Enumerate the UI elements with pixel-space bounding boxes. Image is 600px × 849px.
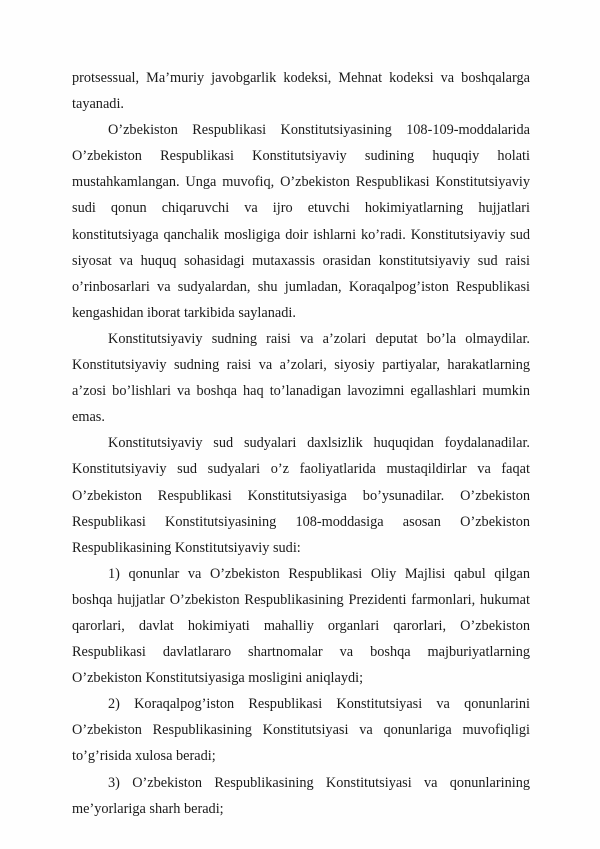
paragraph-list-item-3: 3) O’zbekiston Respublikasining Konstitutsiyasi va qonunlarining me’yorlariga sharh beradi; — [72, 774, 530, 817]
paragraph-constitutional-court-status: O’zbekiston Respublikasi Konstitutsiyasining 108-109-moddalarida O’zbekiston Respublikasi Konstitutsiyaviy sudining huquqiy holati mustahkamlangan. Unga muvofiq, O’zbekiston Respublikasi Konstitutsiyaviy sudi qonun chiqaruvchi va ijro etuvchi hokimiyatlarning hujjatlari konstitutsiyaga qanchalik mosligiga doir ishlarni ko’radi. Konstitutsiyaviy sud siyosat va huquq sohasidagi mutaxassis orasidan konstitutsiyaviy sud raisi o’rinbosarlari va sudyalardan, shu jumladan, Koraqalpog’iston Respublikasi kengashidan iborat tarkibida saylanadi. — [72, 122, 530, 321]
paragraph-list-item-1: 1) qonunlar va O’zbekiston Respublikasi Oliy Majlisi qabul qilgan boshqa hujjatlar O’zbekiston Respublikasining Prezidenti farmonlari, hukumat qarorlari, davlat hokimiyati mahalliy organlari qarorlari, O’zbekiston Respublikasi davlatlararo shartnomalar va boshqa majburiyatlarning O’zbekiston Konstitutsiyasiga mosligini aniqlaydi; — [72, 565, 530, 687]
paragraph-list-item-2: 2) Koraqalpog’iston Respublikasi Konstitutsiyasi va qonunlarini O’zbekiston Respublikasining Konstitutsiyasi va qonunlariga muvofiqligi to’g’risida xulosa beradi; — [72, 696, 530, 765]
paragraph-continuation: protsessual, Ma’muriy javobgarlik kodeksi, Mehnat kodeksi va boshqalarga tayanadi. — [72, 70, 530, 113]
paragraph-membership-restrictions: Konstitutsiyaviy sudning raisi va a’zolari deputat bo’la olmaydilar. Konstitutsiyaviy sudning raisi va a’zolari, siyosiy partiyalar, harakatlarning a’zosi bo’lishlari va boshqa haq to’lanadigan lavozimni egallashlari mumkin emas. — [72, 330, 530, 426]
document-body — [72, 65, 530, 822]
paragraph-judge-immunity: Konstitutsiyaviy sud sudyalari daxlsizlik huquqidan foydalanadilar. Konstitutsiyaviy sud sudyalari o’z faoliyatlarida mustaqildirlar va faqat O’zbekiston Respublikasi Konstitutsiyasiga bo’ysunadilar. O’zbekiston Respublikasi Konstitutsiyasining 108-moddasiga asosan O’zbekiston Respublikasining Konstitutsiyaviy sudi: — [72, 435, 530, 556]
